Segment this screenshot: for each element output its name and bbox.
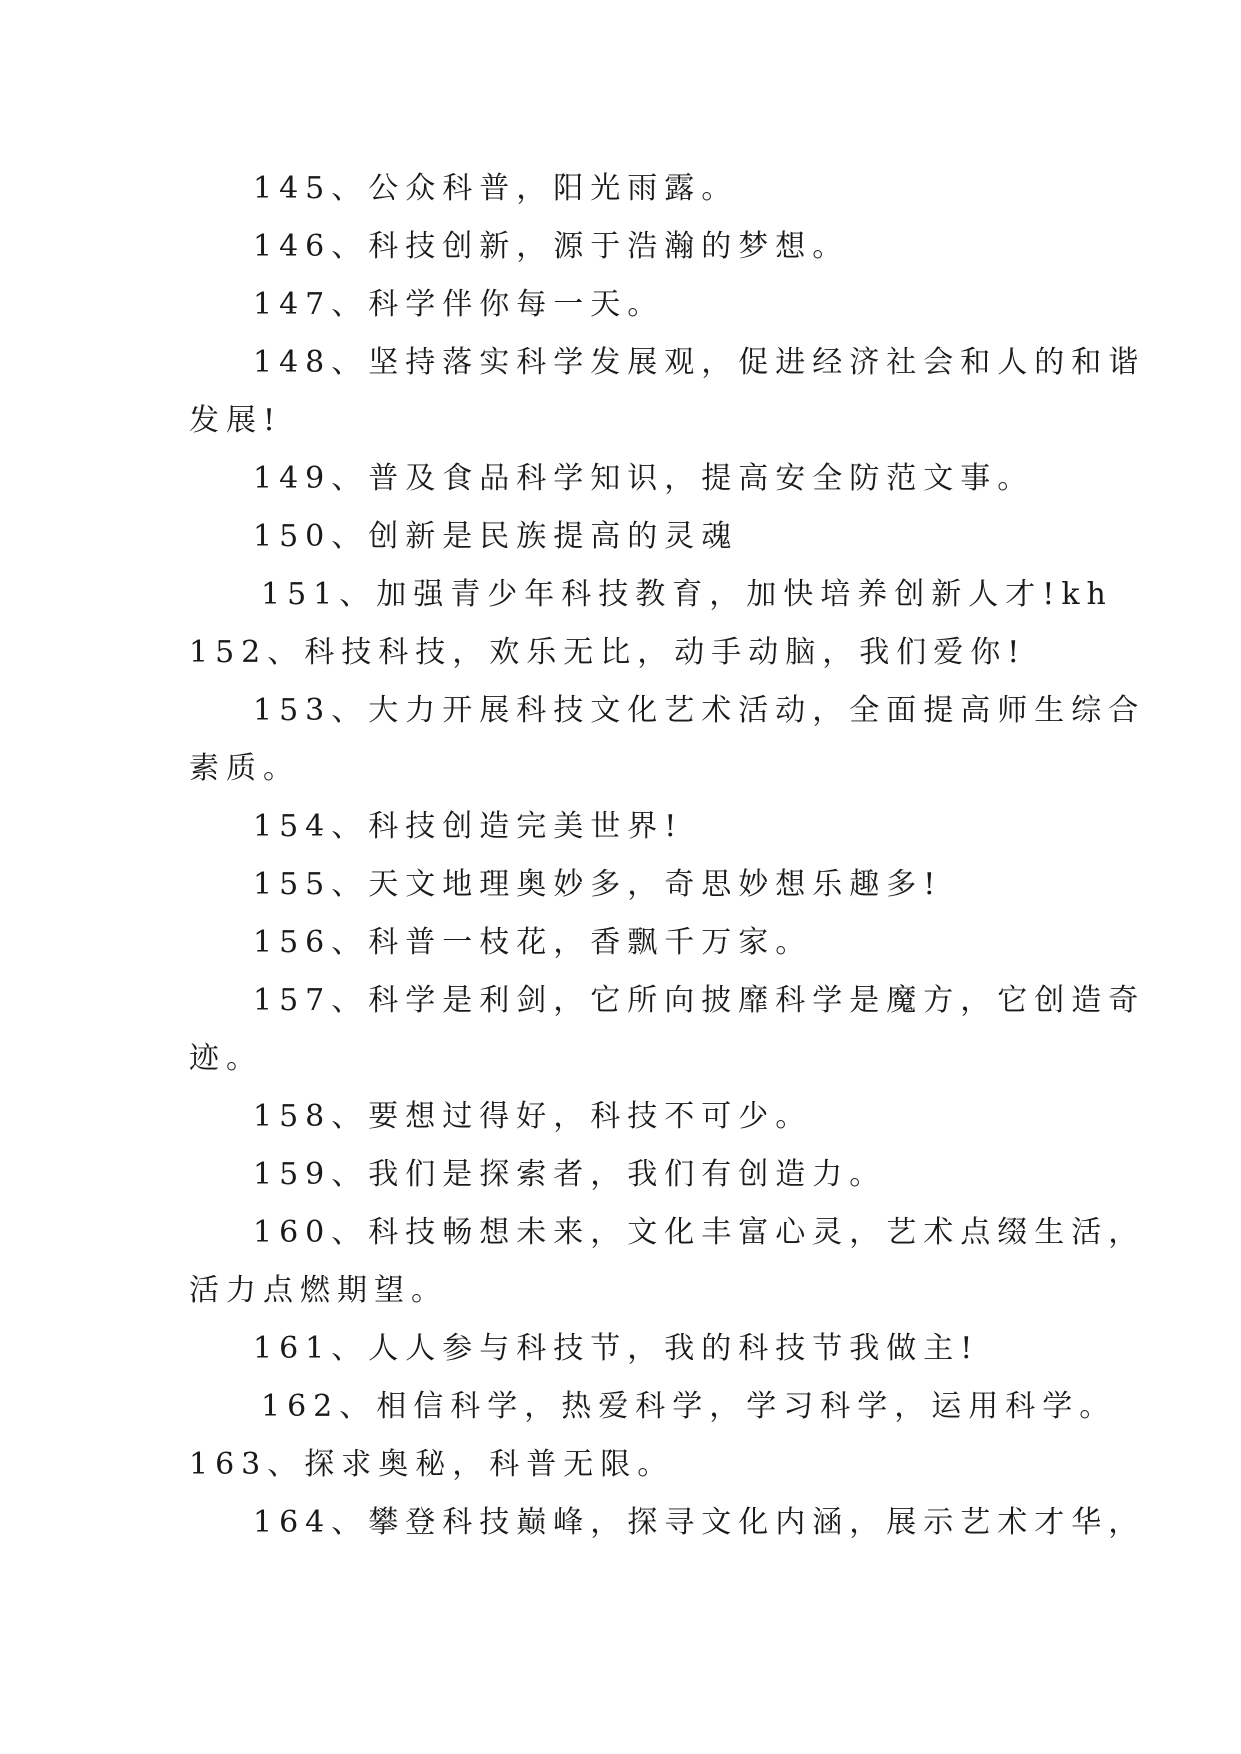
slogan-line: 156、科普一枝花，香飘千万家。 <box>253 925 813 960</box>
slogan-line: 152、科技科技，欢乐无比，动手动脑，我们爱你! <box>189 635 1027 670</box>
slogan-continuation-line: 迹。 <box>189 1041 263 1076</box>
slogan-continuation-line: 活力点燃期望。 <box>189 1273 448 1308</box>
slogan-line: 158、要想过得好，科技不可少。 <box>253 1099 813 1134</box>
slogan-line: 155、天文地理奥妙多，奇思妙想乐趣多! <box>253 867 943 902</box>
slogan-line: 151、加强青少年科技教育，加快培养创新人才!kh <box>261 577 1113 612</box>
slogan-line: 149、普及食品科学知识，提高安全防范文事。 <box>253 461 1035 496</box>
slogan-continuation-line: 发展! <box>189 403 283 438</box>
slogan-line: 160、科技畅想未来，文化丰富心灵，艺术点缀生活， <box>253 1215 1146 1250</box>
slogan-line: 164、攀登科技巅峰，探寻文化内涵，展示艺术才华， <box>253 1505 1146 1540</box>
slogan-continuation-line: 素质。 <box>189 751 300 786</box>
slogan-line: 147、科学伴你每一天。 <box>253 287 665 322</box>
slogan-line: 163、探求奥秘，科普无限。 <box>189 1447 675 1482</box>
slogan-line: 154、科技创造完美世界! <box>253 809 684 844</box>
slogan-line: 161、人人参与科技节，我的科技节我做主! <box>253 1331 980 1366</box>
slogan-line: 148、坚持落实科学发展观，促进经济社会和人的和谐 <box>253 345 1146 380</box>
slogan-line: 150、创新是民族提高的灵魂 <box>253 519 739 554</box>
slogan-line: 159、我们是探索者，我们有创造力。 <box>253 1157 887 1192</box>
slogan-line: 153、大力开展科技文化艺术活动，全面提高师生综合 <box>253 693 1146 728</box>
slogan-line: 146、科技创新，源于浩瀚的梦想。 <box>253 229 850 264</box>
document-body <box>189 160 1146 1552</box>
slogan-line: 162、相信科学，热爱科学，学习科学，运用科学。 <box>261 1389 1117 1424</box>
slogan-line: 157、科学是利剑，它所向披靡科学是魔方，它创造奇 <box>253 983 1146 1018</box>
slogan-line: 145、公众科普，阳光雨露。 <box>253 171 739 206</box>
